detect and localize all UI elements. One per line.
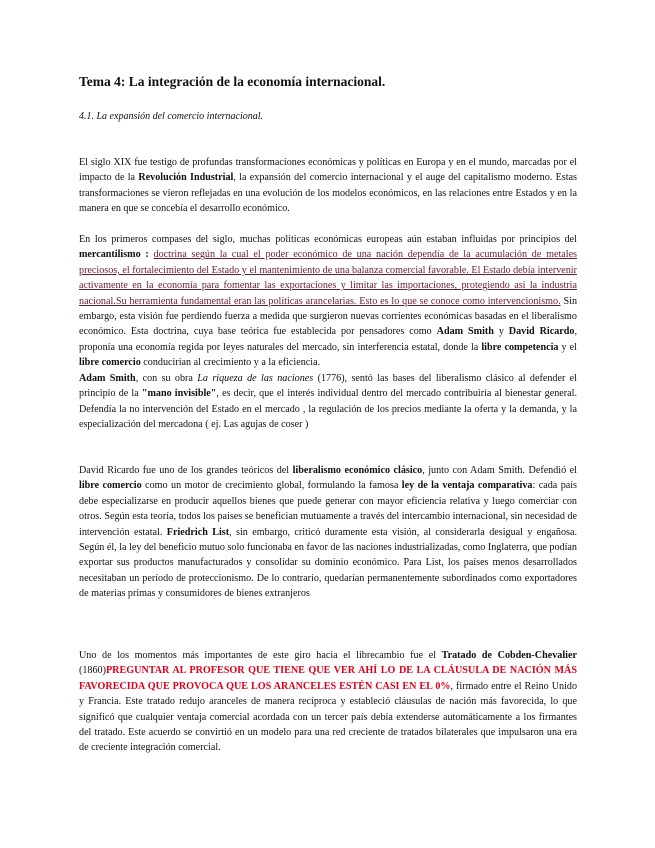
text: conducirían al crecimiento y a la eficiencia. [140,357,321,369]
underlined-text: doctrina según la cual el poder económico de una nación dependía de la acumulación de metales preciosos, el fortalecimiento del Estado y el mantenimiento de una balanza comercial favorable. El Estado debía intervenir activamente en la economía para fomentar las exportaciones y limitar las importaciones, protegiendo así la industria nacional.Su herramienta fundamental eran las políticas arancelarias. Esto es lo que se conoce como intervencionismo. [79,249,578,307]
bold-text: libre comercio [79,357,141,369]
bold-text: Adam Smith [79,373,136,384]
paragraph-5 [79,648,577,756]
document-title: Tema 4: La integración de la economía internacional. [79,74,386,89]
section-subtitle: 4.1. La expansión del comercio internacional. [79,111,264,122]
bold-text: "mano invisible" [141,388,217,400]
text: , sin embargo, criticó duramente esta visión, al considerarla desigual y engañosa. Según él, la ley del beneficio mutuo solo funcionaba en favor de las naciones industrializadas, como Inglaterra, que podían exportar sus productos manufacturados y consolidar su dominio económico. Para List, los países menos desarrollados necesitaban un período de proteccionismo. De lo contrario, quedarían permanentemente subordinados como exportadores de materias primas y consumidores de bienes extranjeros [79,526,577,600]
paragraph-2 [79,232,577,371]
text: , junto con Adam Smith. Defendió el [422,465,577,476]
bold-text: mercantilismo : [79,249,149,261]
paragraph-1 [79,155,577,217]
bold-text: ley de la ventaja comparativa [401,480,533,492]
text: El siglo XIX fue testigo de profundas transformaciones económicas y políticas en Europa y en el mundo, marcadas por el impacto de la [79,157,577,184]
text: (1860) [79,665,106,677]
text: (1776), sentó las bases del liberalismo clásico al defender el principio de la [79,373,577,400]
bold-text: Revolución Industrial [138,172,234,184]
text: y el [558,341,577,353]
bold-text: liberalismo económico clásico [292,465,423,476]
paragraph-4 [79,463,577,602]
bold-text: libre comercio [79,480,142,492]
bold-text: Tratado de Cobden-Chevalier [441,650,577,661]
text: , proponía una economía regida por leyes naturales del mercado, sin interferencia estatal, donde la [79,326,577,353]
bold-text: Friedrich List [166,526,230,538]
highlighted-note: PREGUNTAR AL PROFESOR QUE TIENE QUE VER AHÍ LO DE LA CLÁUSULA DE NACIÓN MÁS FAVORECIDA QUE PROVOCA QUE LOS ARANCELES ESTÉN CASI EN EL 0% [79,665,577,692]
text: , es decir, que el interés individual dentro del mercado contribuiría al bienestar general. Defendía la no intervención del Estado en el mercado , la regulación de los precios mediante la oferta y la demanda, y la especialización del mercadona ( ej. Las agujas de coser ) [79,388,577,431]
text: Uno de los momentos más importantes de este giro hacia el librecambio fue el [79,650,442,661]
text: David Ricardo fue uno de los grandes teóricos del [79,465,293,476]
text: como un motor de crecimiento global, formulando la famosa [141,480,402,492]
text: Sin embargo, esta visión fue perdiendo fuerza a medida que surgieron nuevas corrientes económicas basadas en el liberalismo económico. Esta doctrina, cuya base teórica fue establecida por pensadores como [79,295,578,338]
bold-text: libre competencia [481,341,559,353]
italic-text: La riqueza de las naciones [197,373,314,384]
text: En los primeros compases del siglo, muchas políticas económicas europeas aún estaban influidas por principios del [79,234,577,245]
text: y [493,326,509,338]
text: , la expansión del comercio internacional y el auge del capitalismo moderno. Estas transformaciones se vieron reflejadas en una evolución de los modelos económicos, en las relaciones entre Estados y en la manera en que se concebía el desarrollo económico. [79,172,577,215]
text: , con su obra [135,373,198,384]
text: : cada país debe especializarse en producir aquellos bienes que puede generar con mayor eficiencia relativa y luego comerciar con otros. Según esta teoría, todos los países se benefician mutuamente a través del intercambio internacional, sin necesidad de intervención estatal. [79,480,577,538]
text: , firmado entre el Reino Unido y Francia. Este tratado redujo aranceles de manera recíproca y estableció cláusulas de nación más favorecida, lo que significó que cualquier ventaja comercial acordada con un tercer país debía extenderse automáticamente a los firmantes del tratado. Este acuerdo se convirtió en un modelo para una red creciente de tratados bilaterales que impulsaron una era de creciente integración comercial. [79,680,578,754]
paragraph-3 [79,371,577,433]
bold-text: Adam Smith [436,326,494,338]
bold-text: David Ricardo [508,326,575,338]
